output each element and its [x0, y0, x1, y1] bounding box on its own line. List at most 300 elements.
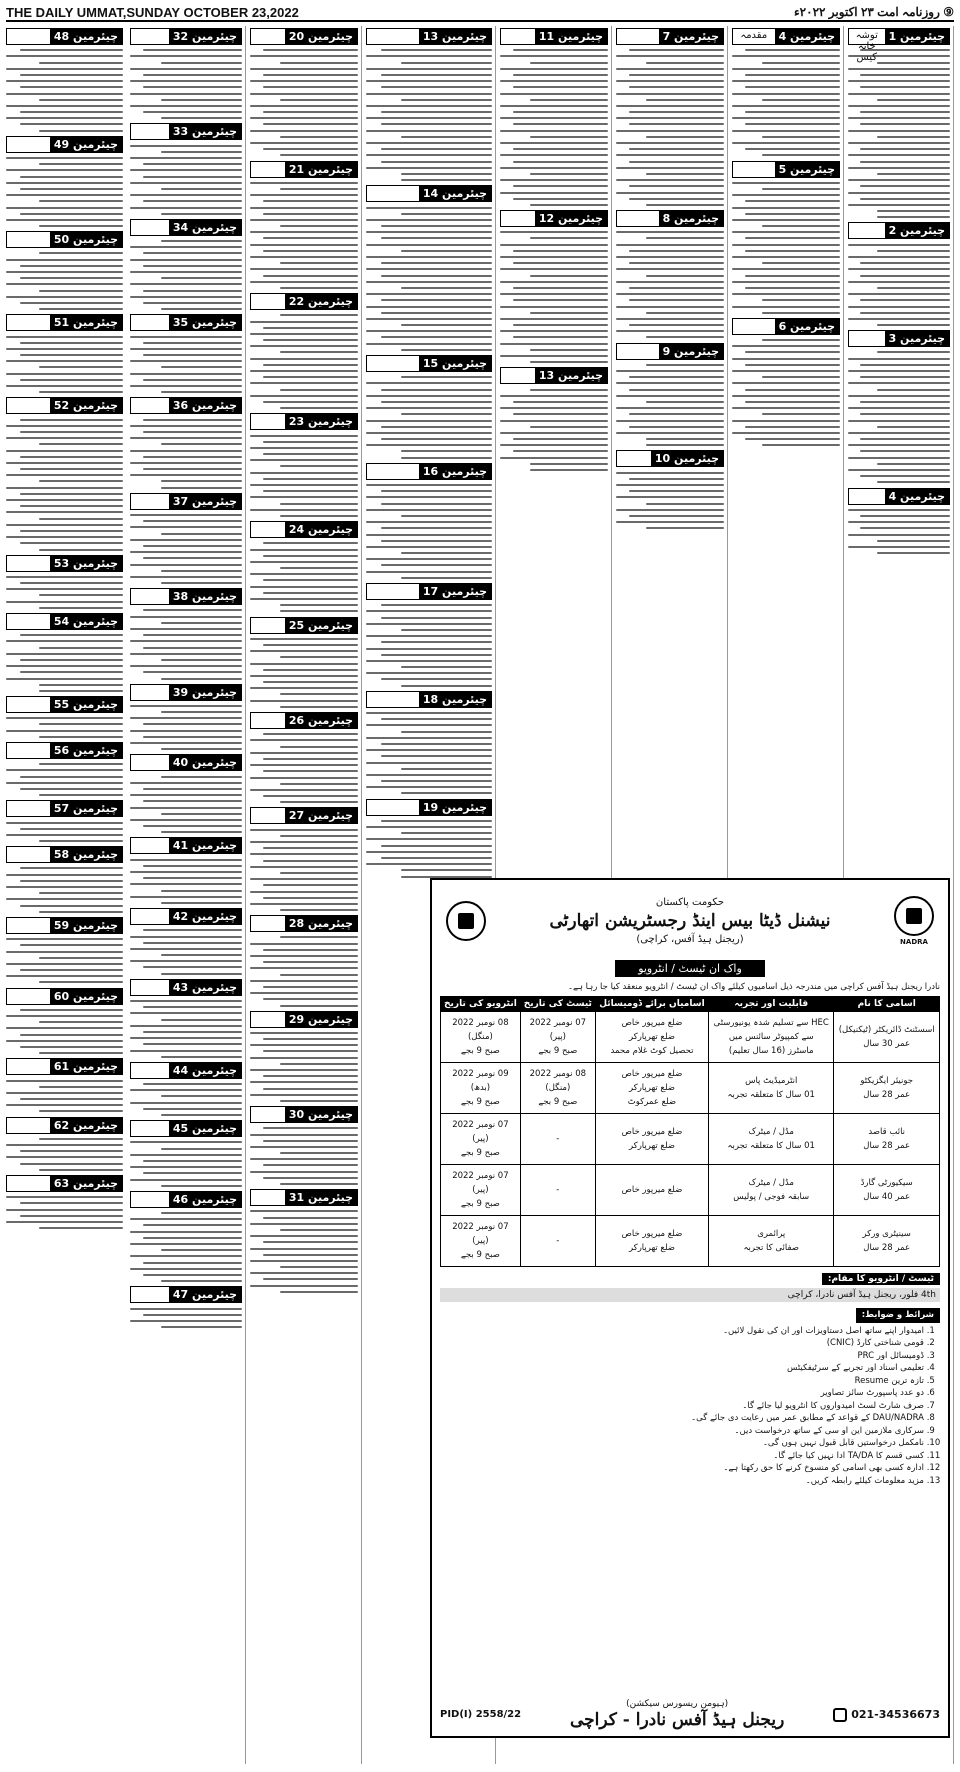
- text-line: [161, 487, 242, 489]
- news-item-header: [250, 161, 358, 178]
- text-line: [143, 788, 242, 790]
- text-line: [263, 339, 358, 341]
- jobs-cell-domicile: [595, 1165, 708, 1216]
- text-line: [130, 259, 242, 261]
- news-item-title: [7, 315, 50, 330]
- news-item-title: [131, 1121, 169, 1136]
- text-line: [280, 262, 358, 264]
- text-line: [130, 157, 242, 159]
- text-line: [6, 653, 123, 655]
- text-line: [745, 111, 840, 113]
- text-line: [250, 447, 358, 449]
- cell-line: 07 نومبر 2022: [452, 1171, 509, 1181]
- text-line: [860, 376, 950, 378]
- text-line: [745, 389, 840, 391]
- text-line: [745, 351, 840, 353]
- text-line: [646, 136, 724, 138]
- news-item-header: [6, 397, 123, 414]
- text-line: [263, 961, 358, 963]
- text-line: [250, 1210, 358, 1212]
- ad-government: حکومت پاکستان: [655, 897, 725, 908]
- text-line: [250, 777, 358, 779]
- text-line: [130, 1089, 242, 1091]
- news-item-number: چیئرمین 4: [885, 489, 949, 504]
- text-line: [130, 576, 242, 578]
- text-line: [20, 302, 123, 304]
- cell-line: جونیئر ایگزیکٹو: [860, 1076, 914, 1086]
- text-line: [161, 62, 242, 64]
- text-line: [860, 198, 950, 200]
- news-item-header: [6, 846, 123, 863]
- news-item: [6, 696, 123, 738]
- news-item-number: چیئرمین 1: [885, 29, 949, 44]
- text-line: [263, 1217, 358, 1219]
- text-line: [530, 275, 608, 277]
- news-item: [6, 231, 123, 310]
- cell-line: (پیر): [472, 1185, 489, 1195]
- text-line: [6, 425, 123, 427]
- text-line: [6, 717, 123, 719]
- news-item-header: [6, 136, 123, 153]
- text-line: [732, 93, 840, 95]
- cell-line: ضلع میرپور خاص: [621, 1127, 683, 1137]
- jobs-cell-test: [520, 1165, 595, 1216]
- text-line: [500, 395, 608, 397]
- news-item: [130, 123, 242, 214]
- news-item: [500, 367, 608, 471]
- text-line: [6, 462, 123, 464]
- text-line: [161, 1326, 242, 1328]
- text-line: [848, 244, 950, 246]
- text-line: [6, 963, 123, 965]
- jobs-header-cell: اسامیاں برائے ڈومیسائل: [595, 997, 708, 1012]
- news-item: [6, 1175, 123, 1229]
- text-line: [250, 370, 358, 372]
- news-item-header: [6, 1175, 123, 1192]
- text-line: [401, 792, 492, 794]
- text-line: [877, 351, 950, 353]
- text-line: [500, 281, 608, 283]
- text-line: [263, 949, 358, 951]
- text-line: [20, 530, 123, 532]
- cell-line: صفائی کا تجربہ: [743, 1243, 799, 1253]
- news-item-header: [130, 493, 242, 510]
- text-line: [263, 200, 358, 202]
- phone-icon: [833, 1708, 847, 1722]
- text-line: [280, 1266, 358, 1268]
- text-line: [500, 192, 608, 194]
- text-line: [161, 366, 242, 368]
- text-line: [381, 503, 492, 505]
- text-line: [263, 644, 358, 646]
- text-line: [530, 312, 608, 314]
- text-line: [381, 641, 492, 643]
- text-line: [130, 207, 242, 209]
- news-item-header: [250, 293, 358, 310]
- ad-org-name: نیشنل ڈیٹا بیس اینڈ رجسٹریشن اتھارٹی: [549, 911, 831, 931]
- text-line: [381, 540, 492, 542]
- news-item-text: [250, 1210, 358, 1292]
- text-line: [161, 1056, 242, 1058]
- cell-line: عمر 28 سال: [863, 1243, 911, 1253]
- news-item-header: [616, 28, 724, 45]
- text-line: [280, 503, 358, 505]
- news-item-number: چیئرمین 39: [169, 685, 241, 700]
- text-line: [6, 898, 123, 900]
- news-item-title: [367, 800, 419, 815]
- text-line: [732, 142, 840, 144]
- news-item: [732, 28, 840, 156]
- cell-line: عمر 28 سال: [863, 1090, 911, 1100]
- text-line: [366, 395, 492, 397]
- text-line: [130, 360, 242, 362]
- text-line: [263, 86, 358, 88]
- text-line: [381, 299, 492, 301]
- news-item-number: چیئرمین 31: [285, 1190, 357, 1205]
- text-line: [280, 1229, 358, 1231]
- text-line: [250, 459, 358, 461]
- text-line: [263, 884, 358, 886]
- text-line: [250, 358, 358, 360]
- news-item-number: چیئرمین 30: [285, 1107, 357, 1122]
- jobs-cell-test: [520, 1114, 595, 1165]
- cell-line: -: [556, 1236, 560, 1246]
- text-line: [263, 1050, 358, 1052]
- text-line: [161, 1185, 242, 1187]
- text-line: [250, 829, 358, 831]
- text-line: [130, 628, 242, 630]
- text-line: [130, 1141, 242, 1143]
- text-line: [161, 1095, 242, 1097]
- news-item-title: [131, 1063, 169, 1078]
- text-line: [39, 736, 123, 738]
- text-line: [263, 542, 358, 544]
- text-line: [250, 1260, 358, 1262]
- text-line: [6, 360, 123, 362]
- news-item: [6, 314, 123, 393]
- news-item-header: [130, 684, 242, 701]
- text-line: [848, 432, 950, 434]
- news-item-text: [6, 336, 123, 394]
- text-line: [20, 969, 123, 971]
- text-line: [161, 582, 242, 584]
- text-line: [500, 268, 608, 270]
- text-line: [263, 1140, 358, 1142]
- news-item: [848, 28, 950, 218]
- text-line: [401, 869, 492, 871]
- text-line: [848, 521, 950, 523]
- news-item-text: [6, 49, 123, 131]
- news-item-title: [131, 755, 169, 770]
- news-item-title: توشہ خانہ کیس: [849, 29, 885, 44]
- news-item-number: چیئرمین 22: [285, 294, 357, 309]
- text-line: [6, 536, 123, 538]
- news-item-header: [130, 123, 242, 140]
- text-line: [130, 373, 242, 375]
- text-line: [250, 1158, 358, 1160]
- news-item-title: [251, 1107, 285, 1122]
- text-line: [263, 681, 358, 683]
- text-line: [366, 130, 492, 132]
- text-line: [161, 1249, 242, 1251]
- text-line: [629, 185, 724, 187]
- text-line: [39, 1086, 123, 1088]
- ad-header: [440, 886, 940, 956]
- text-line: [280, 407, 358, 409]
- text-line: [143, 671, 242, 673]
- text-line: [745, 275, 840, 277]
- text-line: [161, 277, 242, 279]
- news-item-title: [251, 414, 285, 429]
- news-item-header: [250, 915, 358, 932]
- news-item-title: [7, 801, 50, 816]
- text-line: [130, 539, 242, 541]
- text-line: [130, 730, 242, 732]
- text-line: [280, 136, 358, 138]
- text-line: [20, 493, 123, 495]
- text-line: [20, 379, 123, 381]
- text-line: [500, 244, 608, 246]
- text-line: [366, 774, 492, 776]
- news-item: [616, 343, 724, 447]
- text-line: [20, 634, 123, 636]
- text-line: [130, 145, 242, 147]
- news-item-header: [366, 185, 492, 202]
- text-line: [130, 705, 242, 707]
- text-line: [366, 432, 492, 434]
- text-line: [161, 443, 242, 445]
- news-item: [6, 742, 123, 796]
- news-item: [250, 521, 358, 612]
- jobs-cell-qual: [709, 1114, 834, 1165]
- text-line: [877, 250, 950, 252]
- news-item-text: [130, 49, 242, 119]
- news-item: [130, 1286, 242, 1328]
- text-line: [762, 136, 840, 138]
- news-item-header: [130, 979, 242, 996]
- text-line: [250, 182, 358, 184]
- text-line: [860, 275, 950, 277]
- text-line: [646, 99, 724, 101]
- text-line: [848, 256, 950, 258]
- text-line: [745, 148, 840, 150]
- text-line: [130, 564, 242, 566]
- text-line: [616, 55, 724, 57]
- text-line: [513, 198, 608, 200]
- text-line: [250, 435, 358, 437]
- text-line: [250, 903, 358, 905]
- news-item-header: [250, 1106, 358, 1123]
- text-line: [401, 577, 492, 579]
- text-line: [530, 204, 608, 206]
- text-line: [161, 813, 242, 815]
- text-line: [877, 216, 950, 218]
- news-item-text: [366, 820, 492, 878]
- text-line: [401, 376, 492, 378]
- text-line: [143, 557, 242, 559]
- cell-line: عمر 40 سال: [863, 1192, 911, 1202]
- news-item-number: چیئرمین 26: [285, 713, 357, 728]
- jobs-cell-interview: [441, 1165, 521, 1216]
- text-line: [130, 782, 242, 784]
- news-item-number: چیئرمین 46: [169, 1192, 241, 1207]
- text-line: [263, 897, 358, 899]
- text-line: [20, 86, 123, 88]
- news-item-title: [7, 614, 50, 629]
- text-line: [366, 167, 492, 169]
- text-line: [6, 348, 123, 350]
- text-line: [161, 570, 242, 572]
- text-line: [745, 426, 840, 428]
- news-item-title: [251, 522, 285, 537]
- text-line: [20, 828, 123, 830]
- list-item: 13. مزید معلومات کیلئے رابطہ کریں۔: [440, 1475, 924, 1488]
- news-item-number: چیئرمین 55: [50, 697, 122, 712]
- text-line: [250, 207, 358, 209]
- text-line: [745, 123, 840, 125]
- news-item: [366, 799, 492, 878]
- text-line: [161, 831, 242, 833]
- text-line: [6, 782, 123, 784]
- list-item: 7. صرف شارٹ لسٹ امیدواروں کا انٹرویو لیا جائے گا۔: [440, 1400, 924, 1413]
- news-item: [366, 583, 492, 687]
- text-line: [6, 678, 123, 680]
- text-line: [848, 534, 950, 536]
- ad-footer: [440, 1699, 940, 1730]
- text-line: [280, 389, 358, 391]
- text-line: [6, 769, 123, 771]
- office-section: (ہیومن ریسورس سیکشن): [626, 1699, 729, 1709]
- text-line: [39, 225, 123, 227]
- text-line: [6, 336, 123, 338]
- news-item-title: [7, 1059, 50, 1074]
- text-line: [130, 653, 242, 655]
- text-line: [848, 395, 950, 397]
- text-line: [250, 194, 358, 196]
- text-line: [513, 287, 608, 289]
- text-line: [500, 80, 608, 82]
- text-line: [263, 376, 358, 378]
- text-line: [381, 743, 492, 745]
- text-line: [130, 1025, 242, 1027]
- news-item-title: [131, 838, 169, 853]
- news-item-number: چیئرمین 43: [169, 980, 241, 995]
- news-item-header: [250, 521, 358, 538]
- text-line: [6, 1092, 123, 1094]
- text-line: [143, 265, 242, 267]
- text-line: [6, 1015, 123, 1017]
- jobs-cell-test: [520, 1216, 595, 1267]
- text-line: [250, 1057, 358, 1059]
- text-line: [263, 733, 358, 735]
- news-item-text: [130, 336, 242, 394]
- text-line: [6, 524, 123, 526]
- text-line: [860, 262, 950, 264]
- text-line: [732, 182, 840, 184]
- office-block: [570, 1699, 784, 1730]
- jobs-cell-post: [834, 1063, 940, 1114]
- text-line: [161, 213, 242, 215]
- table-row: [441, 1012, 940, 1063]
- news-item-title: [7, 1176, 50, 1191]
- news-item-number: چیئرمین 25: [285, 618, 357, 633]
- news-item-number: چیئرمین 41: [169, 838, 241, 853]
- text-line: [250, 1146, 358, 1148]
- text-line: [250, 1081, 358, 1083]
- news-item-number: چیئرمین 10: [651, 451, 723, 466]
- text-line: [381, 86, 492, 88]
- text-line: [646, 503, 724, 505]
- news-item-header: [130, 908, 242, 925]
- text-line: [250, 1134, 358, 1136]
- text-line: [143, 1160, 242, 1162]
- cell-line: صبح 9 بجے: [538, 1046, 578, 1056]
- text-line: [161, 776, 242, 778]
- text-line: [20, 1150, 123, 1152]
- text-line: [250, 1094, 358, 1096]
- text-line: [130, 437, 242, 439]
- text-line: [401, 250, 492, 252]
- text-line: [250, 687, 358, 689]
- text-line: [263, 453, 358, 455]
- text-line: [143, 1108, 242, 1110]
- news-item-header: [6, 1058, 123, 1075]
- text-line: [732, 244, 840, 246]
- text-line: [280, 610, 358, 612]
- news-item-header: [130, 1062, 242, 1079]
- news-item-number: چیئرمین 18: [419, 692, 491, 707]
- text-line: [20, 176, 123, 178]
- text-line: [646, 237, 724, 239]
- cell-line: نائب قاصد: [868, 1127, 906, 1137]
- text-line: [366, 672, 492, 674]
- text-line: [366, 838, 492, 840]
- text-line: [366, 571, 492, 573]
- text-line: [616, 318, 724, 320]
- news-item: [6, 1117, 123, 1171]
- text-line: [250, 789, 358, 791]
- news-item: [130, 979, 242, 1058]
- news-item: [250, 1189, 358, 1293]
- text-line: [381, 678, 492, 680]
- news-item: [616, 210, 724, 338]
- text-line: [366, 534, 492, 536]
- news-item-title: [251, 1190, 285, 1205]
- cell-line: (پیر): [549, 1032, 566, 1042]
- news-item-text: [250, 314, 358, 409]
- jobs-cell-post: [834, 1114, 940, 1165]
- text-line: [366, 55, 492, 57]
- text-line: [6, 259, 123, 261]
- text-line: [6, 169, 123, 171]
- cell-line: صبح 9 بجے: [538, 1097, 578, 1107]
- text-line: [860, 299, 950, 301]
- text-line: [263, 795, 358, 797]
- news-item-header: [6, 917, 123, 934]
- text-line: [616, 179, 724, 181]
- news-item: [6, 136, 123, 227]
- news-item-text: [732, 182, 840, 314]
- news-item-text: [6, 576, 123, 609]
- text-line: [848, 204, 950, 206]
- text-line: [530, 62, 608, 64]
- news-item: [250, 915, 358, 1006]
- text-line: [366, 863, 492, 865]
- text-line: [6, 975, 123, 977]
- text-line: [6, 68, 123, 70]
- text-line: [616, 370, 724, 372]
- news-item-title: [251, 162, 285, 177]
